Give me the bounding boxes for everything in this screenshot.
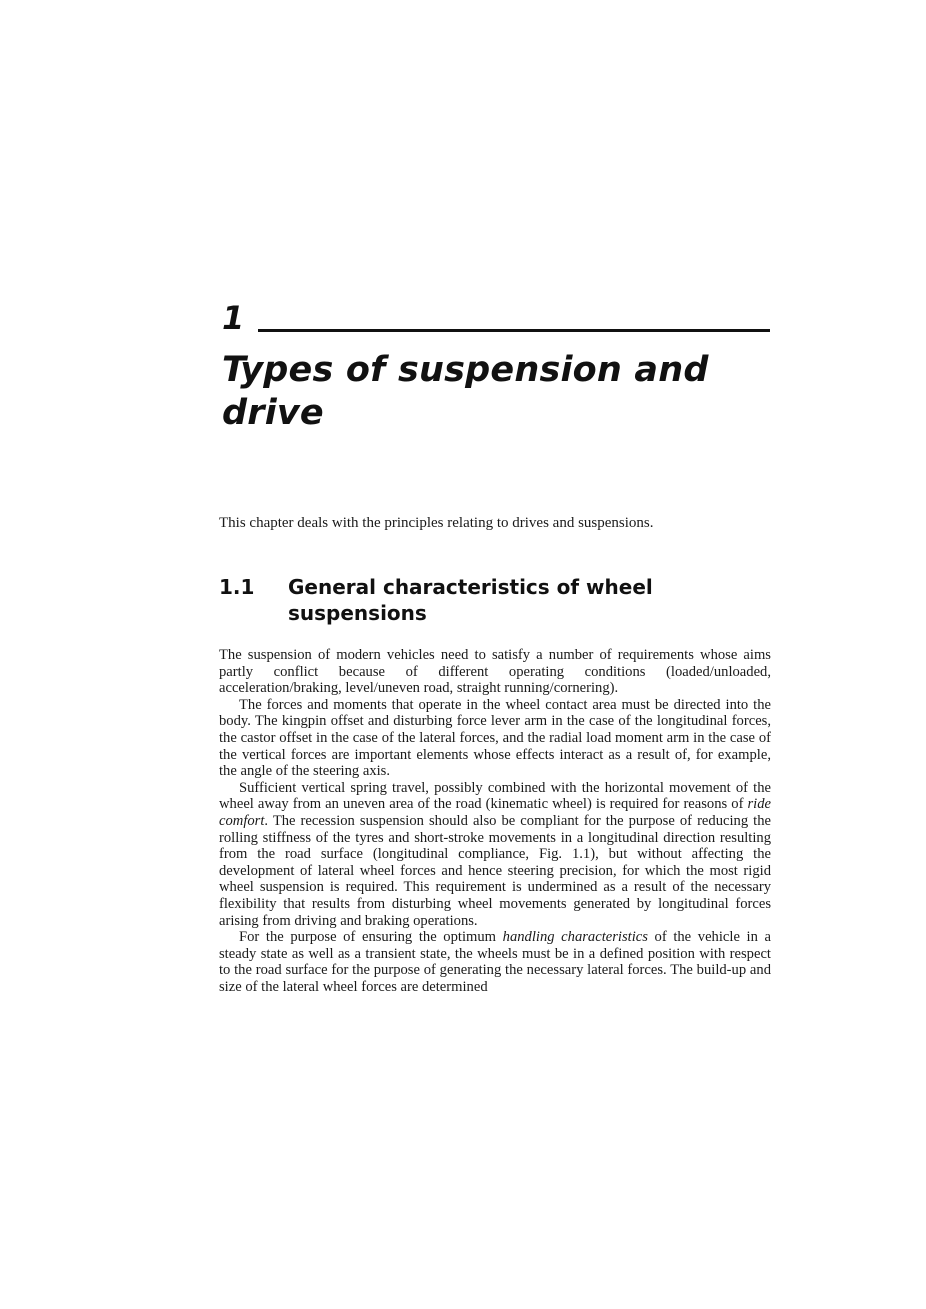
chapter-number: 1 xyxy=(222,299,245,337)
paragraph-2: The forces and moments that operate in the wheel contact area must be directed into the body. The kingpin offset and disturbing force lever arm in the case of the longitudinal forces, the castor offset in the case of the lateral forces, and the radial load moment arm in the case of the vertical forces are important elements whose effects interact as a result of, for example, the angle of the steering axis. xyxy=(219,696,771,780)
paragraph-4-text-b: of the vehicle in a steady state as well as a transient state, the wheels must be in a defined position with respect to the road surface for the purpose of generating the necessary lateral forces. The build-up and size of the lateral wheel forces are determined xyxy=(219,929,772,995)
chapter-title: Types of suspension and drive xyxy=(222,350,709,433)
section-number: 1.1 xyxy=(219,575,255,599)
section-title: General characteristics of wheel suspensions xyxy=(288,575,653,625)
paragraph-3-emphasis: ride comfort xyxy=(219,796,771,829)
chapter-heading xyxy=(222,298,770,435)
chapter-rule xyxy=(258,329,770,332)
section-heading xyxy=(219,574,771,626)
paragraph-3 xyxy=(219,780,771,929)
paragraph-1: The suspension of modern vehicles need to satisfy a number of requirements whose aims partly conflict because of different operating conditions (loaded/unloaded, acceleration/braking, level/uneven road, straight running/cornering). xyxy=(219,647,771,697)
paragraph-4 xyxy=(219,929,771,995)
chapter-intro: This chapter deals with the principles relating to drives and suspensions. xyxy=(219,515,654,531)
paragraph-3-text-a: Sufficient vertical spring travel, possibly combined with the horizontal movement of the wheel away from an uneven area of the road (kinematic wheel) is required for reasons of xyxy=(219,779,771,813)
body-text xyxy=(219,647,771,995)
chapter-number-row xyxy=(222,298,770,337)
paragraph-4-text-a: For the purpose of ensuring the optimum xyxy=(239,929,503,946)
paragraph-4-emphasis: handling characteristics xyxy=(502,929,648,946)
paragraph-3-text-b: . The recession suspension should also be compliant for the purpose of reducing the rolling stiffness of the tyres and short-stroke movements in a longitudinal direction resulting from the road surface (longitudinal compliance, Fig. 1.1), but without affecting the development of lateral wheel forces and hence steering precision, for which the most rigid wheel suspension is required. This requirement is undermined as a result of the necessary flexibility that results from disturbing wheel movements generated by longitudinal forces arising from driving and braking operations. xyxy=(219,812,771,929)
